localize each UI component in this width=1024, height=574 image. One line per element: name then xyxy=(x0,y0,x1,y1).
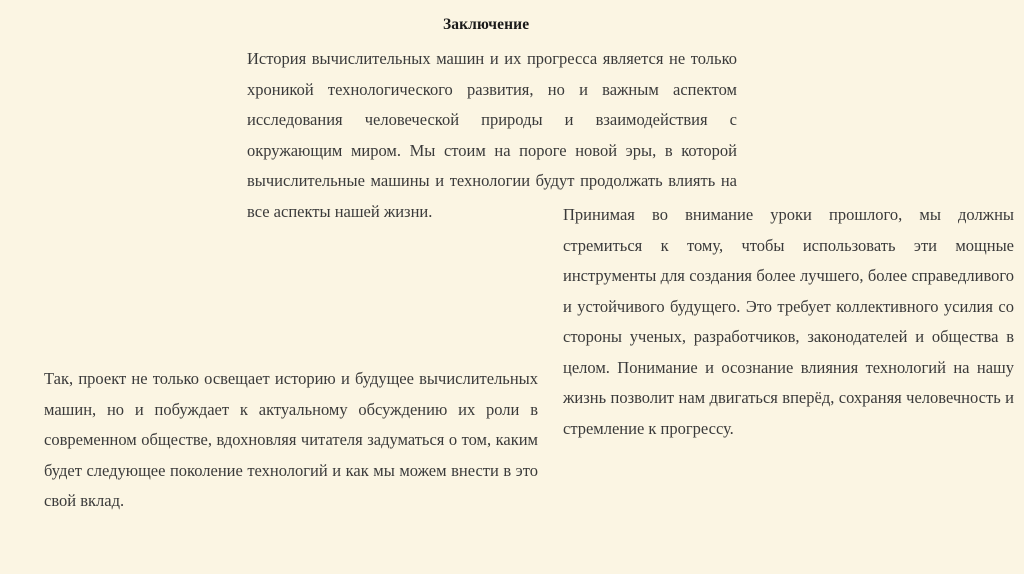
slide-title: Заключение xyxy=(443,16,530,33)
paragraph-project: Так, проект не только освещает историю и будущее вычислительных машин, но и побуждает к актуальному обсуждению их роли в современном обществе, вдохновляя читателя задуматься о том, каким будет следующее поколение технологий и как мы можем внести в это свой вклад. xyxy=(44,369,538,510)
paragraph-lessons: Принимая во внимание уроки прошлого, мы должны стремиться к тому, чтобы использовать эти мощные инструменты для создания более лучшего, более справедливого и устойчивого будущего. Это требует коллективного усилия со стороны ученых, разработчиков, законодателей и общества в целом. Понимание и осознание влияния технологий на нашу жизнь позволит нам двигаться вперёд, сохраняя человечность и стремление к прогрессу. xyxy=(563,205,1014,438)
paragraph-history: История вычислительных машин и их прогресса является не только хроникой технологического развития, но и важным аспектом исследования человеческой природы и взаимодействия с окружающим миром. Мы стоим на пороге новой эры, в которой вычислительные машины и технологии будут продолжать влиять на все аспекты нашей жизни. xyxy=(247,49,737,221)
